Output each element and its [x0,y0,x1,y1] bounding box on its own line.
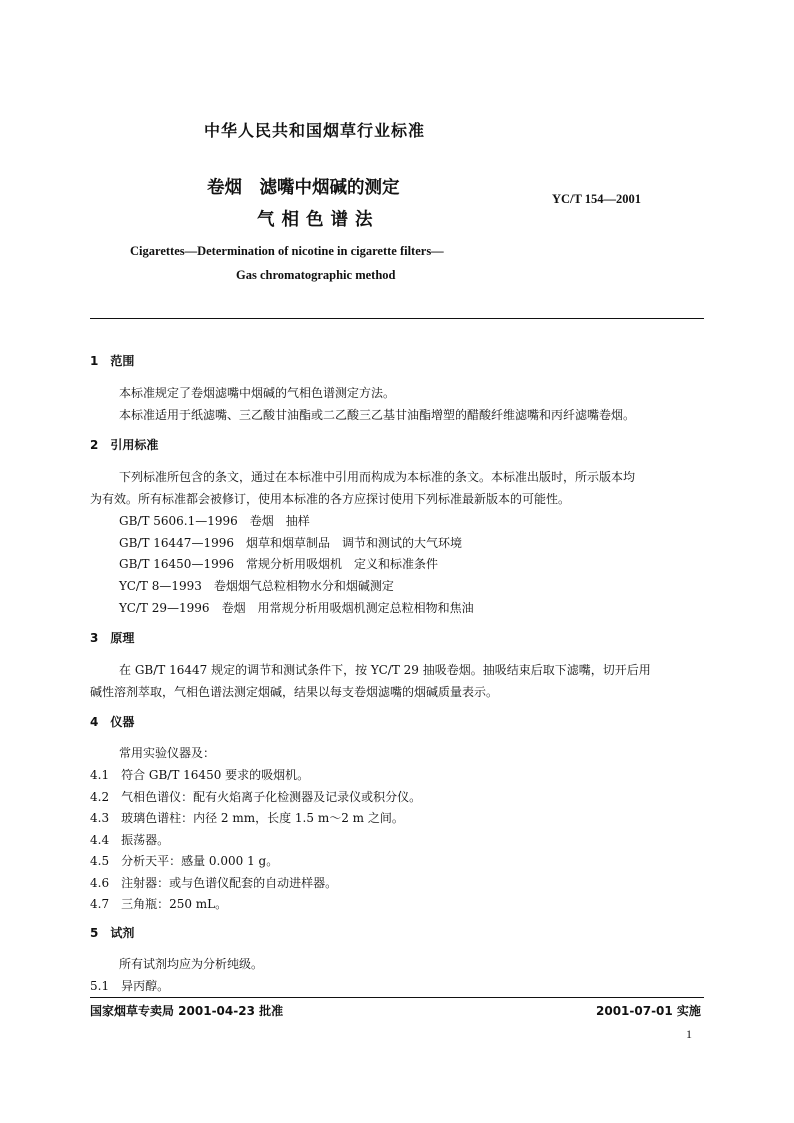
section-2-paragraph-line-2: 为有效。所有标准都会被修订，使用本标准的各方应探讨使用下列标准最新版本的可能性。 [90,492,571,506]
instrument-item: 4.4 振荡器。 [90,833,170,847]
effective-date: 2001-07-01 实施 [596,1004,701,1018]
section-3-heading: 3 原理 [90,631,135,645]
page-number: 1 [686,1027,692,1041]
approval-date: 国家烟草专卖局 2001-04-23 批准 [90,1004,284,1018]
instrument-item: 4.6 注射器：或与色谱仪配套的自动进样器。 [90,876,338,890]
standard-title-line1: 卷烟 滤嘴中烟碱的测定 [207,178,400,198]
footer-divider [90,997,704,998]
section-1-heading: 1 范围 [90,354,135,368]
reference-item: GB/T 16450—1996 常规分析用吸烟机 定义和标准条件 [119,557,438,571]
standard-title-line2: 气相色谱法 [257,210,380,230]
standard-code: YC/T 154—2001 [552,192,642,206]
section-4-intro: 常用实验仪器及： [119,746,216,760]
section-2-heading: 2 引用标准 [90,438,159,452]
reference-item: GB/T 5606.1—1996 卷烟 抽样 [119,514,310,528]
instrument-item: 4.5 分析天平：感量 0.000 1 g。 [90,854,279,868]
section-5-heading: 5 试剂 [90,926,135,940]
header-divider [90,318,704,319]
section-5-intro: 所有试剂均应为分析纯级。 [119,957,264,971]
instrument-item: 4.7 三角瓶：250 mL。 [90,897,228,911]
section-1-paragraph-2: 本标准适用于纸滤嘴、三乙酸甘油酯或二乙酸三乙基甘油酯增塑的醋酸纤维滤嘴和丙纤滤嘴卷烟。 [119,408,636,422]
section-3-paragraph-line-1: 在 GB/T 16447 规定的调节和测试条件下，按 YC/T 29 抽吸卷烟。抽吸结束后取下滤嘴，切开后用 [119,663,651,677]
section-1-paragraph-1: 本标准规定了卷烟滤嘴中烟碱的气相色谱测定方法。 [119,386,396,400]
reference-item: YC/T 29—1996 卷烟 用常规分析用吸烟机测定总粒相物和焦油 [119,601,474,615]
instrument-item: 4.3 玻璃色谱柱：内径 2 mm，长度 1.5 m～2 m 之间。 [90,811,404,825]
section-3-paragraph-line-2: 碱性溶剂萃取，气相色谱法测定烟碱，结果以每支卷烟滤嘴的烟碱质量表示。 [90,685,499,699]
reagent-item: 5.1 异丙醇。 [90,979,170,993]
instrument-item: 4.1 符合 GB/T 16450 要求的吸烟机。 [90,768,310,782]
instrument-item: 4.2 气相色谱仪：配有火焰离子化检测器及记录仪或积分仪。 [90,790,422,804]
industry-standard-title: 中华人民共和国烟草行业标准 [204,121,426,140]
section-2-paragraph-line-1: 下列标准所包含的条文，通过在本标准中引用而构成为本标准的条文。本标准出版时，所示版本均 [119,470,636,484]
english-title-line2: Gas chromatographic method [236,268,396,282]
section-4-heading: 4 仪器 [90,715,135,729]
reference-item: GB/T 16447—1996 烟草和烟草制品 调节和测试的大气环境 [119,536,462,550]
reference-item: YC/T 8—1993 卷烟烟气总粒相物水分和烟碱测定 [119,579,394,593]
english-title-line1: Cigarettes—Determination of nicotine in cigarette filters— [130,244,444,258]
